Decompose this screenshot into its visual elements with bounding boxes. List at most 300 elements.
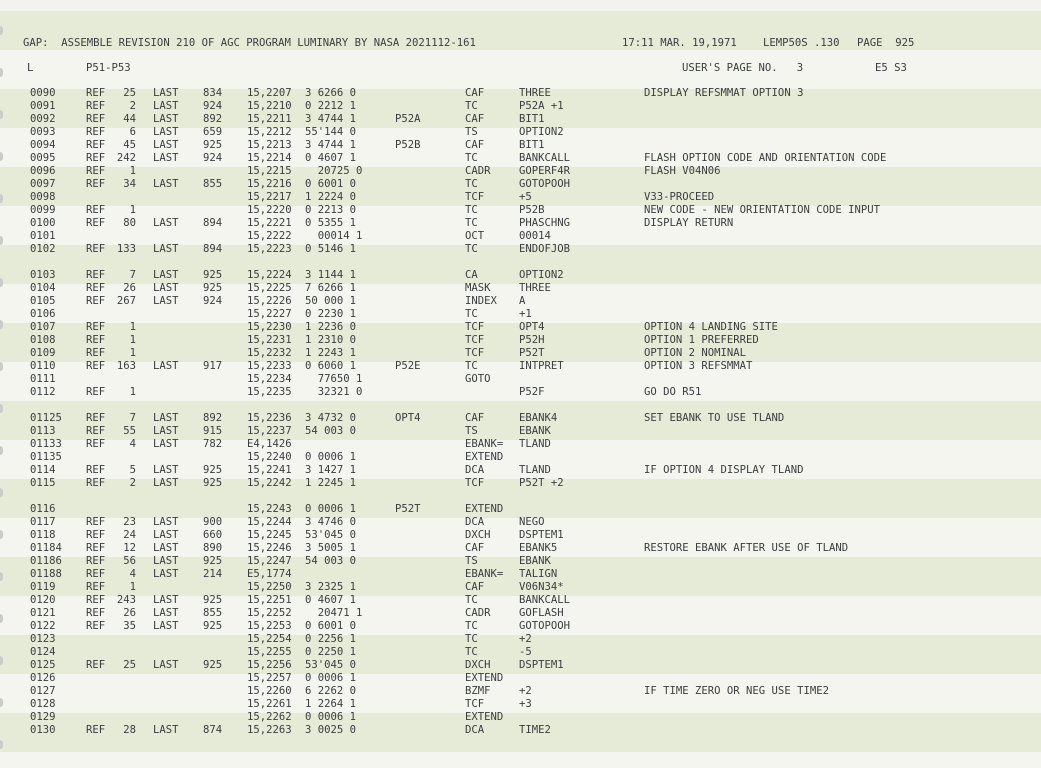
operand: -5 (519, 646, 532, 658)
last-page: 925 (203, 594, 223, 606)
users-page-number: USER'S PAGE NO. 3 (682, 62, 804, 74)
ref-marker: REF (86, 282, 106, 294)
comment: FLASH OPTION CODE AND ORIENTATION CODE (644, 152, 887, 164)
line-number: 0106 (30, 308, 56, 320)
object-code: 3 5005 1 (305, 542, 357, 554)
listing-row (0, 139, 1041, 152)
operand: GOPERF4R (519, 165, 571, 177)
address: 15,2207 (247, 87, 292, 99)
line-number: 0094 (30, 139, 56, 151)
last-marker: LAST (153, 438, 179, 450)
operand: BANKCALL (519, 594, 571, 606)
ref-marker: REF (86, 516, 106, 528)
line-number: 0113 (30, 425, 56, 437)
line-number: 0104 (30, 282, 56, 294)
ref-count: 35 (123, 620, 136, 632)
object-code: 1 2224 0 (305, 191, 357, 203)
address: 15,2241 (247, 464, 292, 476)
object-code: 53'045 0 (305, 659, 357, 671)
listing-row (0, 711, 1041, 724)
object-code: 3 4746 0 (305, 516, 357, 528)
address: 15,2236 (247, 412, 292, 424)
ref-count: 80 (123, 217, 136, 229)
line-number: 0115 (30, 477, 56, 489)
object-code: 1 2236 0 (305, 321, 357, 333)
line-number: 01184 (30, 542, 62, 554)
address: 15,2254 (247, 633, 292, 645)
address: 15,2232 (247, 347, 292, 359)
operand: TIME2 (519, 724, 551, 736)
ref-count: 45 (123, 139, 136, 151)
opcode: CAF (465, 87, 485, 99)
last-page: 659 (203, 126, 223, 138)
object-code: 0 0006 1 (305, 672, 357, 684)
opcode: TC (465, 360, 478, 372)
address: 15,2211 (247, 113, 292, 125)
page-number: PAGE 925 (857, 37, 915, 49)
operand: BANKCALL (519, 152, 571, 164)
object-code: 6 2262 0 (305, 685, 357, 697)
listing-row (0, 555, 1041, 568)
opcode: INDEX (465, 295, 497, 307)
last-marker: LAST (153, 87, 179, 99)
ref-marker: REF (86, 243, 106, 255)
opcode: TC (465, 204, 478, 216)
address: 15,2255 (247, 646, 292, 658)
comment: OPTION 3 REFSMMAT (644, 360, 753, 372)
address: 15,2222 (247, 230, 292, 242)
line-number: 01188 (30, 568, 62, 580)
opcode: TC (465, 594, 478, 606)
operand: V06N34* (519, 581, 564, 593)
line-number: 0126 (30, 672, 56, 684)
address: 15,2243 (247, 503, 292, 515)
ref-marker: REF (86, 425, 106, 437)
listing-row (0, 568, 1041, 581)
lemp-code: LEMP50S .130 (763, 37, 840, 49)
operand: BIT1 (519, 113, 545, 125)
opcode: DCA (465, 464, 485, 476)
operand: OPT4 (519, 321, 545, 333)
operand: DSPTEM1 (519, 659, 564, 671)
line-number: 0107 (30, 321, 56, 333)
line-number: 01186 (30, 555, 62, 567)
last-page: 214 (203, 568, 223, 580)
address: 15,2213 (247, 139, 292, 151)
last-marker: LAST (153, 412, 179, 424)
ref-marker: REF (86, 178, 106, 190)
operand: P52H (519, 334, 545, 346)
address: 15,2240 (247, 451, 292, 463)
opcode: TC (465, 308, 478, 320)
ref-marker: REF (86, 217, 106, 229)
address: 15,2260 (247, 685, 292, 697)
ref-marker: REF (86, 620, 106, 632)
paper-top-edge (0, 0, 1041, 11)
line-number: 0128 (30, 698, 56, 710)
listing-row (0, 230, 1041, 243)
symbol-label: P52T (395, 503, 421, 515)
line-number: 0101 (30, 230, 56, 242)
last-marker: LAST (153, 282, 179, 294)
ref-marker: REF (86, 139, 106, 151)
last-marker: LAST (153, 529, 179, 541)
opcode: TC (465, 633, 478, 645)
ref-count: 1 (129, 386, 136, 398)
timestamp: 17:11 MAR. 19,1971 (622, 37, 737, 49)
comment: NEW CODE - NEW ORIENTATION CODE INPUT (644, 204, 880, 216)
ref-count: 242 (116, 152, 136, 164)
comment: OPTION 2 NOMINAL (644, 347, 747, 359)
last-marker: LAST (153, 724, 179, 736)
address: 15,2221 (247, 217, 292, 229)
ref-marker: REF (86, 100, 106, 112)
address: 15,2250 (247, 581, 292, 593)
listing-row (0, 204, 1041, 217)
line-number: 0116 (30, 503, 56, 515)
object-code: 0 6001 0 (305, 178, 357, 190)
line-number: 0125 (30, 659, 56, 671)
address: E5,1774 (247, 568, 292, 580)
line-number: 01135 (30, 451, 62, 463)
line-number: 0118 (30, 529, 56, 541)
comment: GO DO R51 (644, 386, 702, 398)
object-code: 00014 1 (305, 230, 363, 242)
object-code: 0 2230 1 (305, 308, 357, 320)
opcode: DXCH (465, 529, 491, 541)
last-marker: LAST (153, 269, 179, 281)
address: E4,1426 (247, 438, 292, 450)
ref-marker: REF (86, 555, 106, 567)
address: 15,2237 (247, 425, 292, 437)
ref-count: 44 (123, 113, 136, 125)
object-code: 3 0025 0 (305, 724, 357, 736)
last-marker: LAST (153, 607, 179, 619)
last-page: 892 (203, 412, 223, 424)
last-page: 925 (203, 282, 223, 294)
ref-count: 34 (123, 178, 136, 190)
last-marker: LAST (153, 659, 179, 671)
ref-marker: REF (86, 204, 106, 216)
line-number: 0119 (30, 581, 56, 593)
operand: GOTOPOOH (519, 178, 571, 190)
symbol-label: P52A (395, 113, 421, 125)
line-number: 0120 (30, 594, 56, 606)
operand: EBANK4 (519, 412, 558, 424)
ref-marker: REF (86, 334, 106, 346)
comment: SET EBANK TO USE TLAND (644, 412, 785, 424)
listing-row (0, 334, 1041, 347)
last-page: 782 (203, 438, 223, 450)
opcode: EXTEND (465, 503, 504, 515)
line-number: 0129 (30, 711, 56, 723)
ref-count: 56 (123, 555, 136, 567)
comment: IF OPTION 4 DISPLAY TLAND (644, 464, 804, 476)
opcode: CAF (465, 412, 485, 424)
ref-marker: REF (86, 295, 106, 307)
object-code: 55'144 0 (305, 126, 357, 138)
opcode: MASK (465, 282, 491, 294)
last-page: 660 (203, 529, 223, 541)
opcode: TC (465, 152, 478, 164)
opcode: TCF (465, 477, 485, 489)
opcode: EXTEND (465, 711, 504, 723)
last-page: 892 (203, 113, 223, 125)
object-code: 0 6060 1 (305, 360, 357, 372)
address: 15,2215 (247, 165, 292, 177)
last-marker: LAST (153, 594, 179, 606)
address: 15,2234 (247, 373, 292, 385)
listing-row (0, 581, 1041, 594)
operand: P52B (519, 204, 545, 216)
line-number: 01133 (30, 438, 62, 450)
operand: GOFLASH (519, 607, 564, 619)
address: 15,2262 (247, 711, 292, 723)
listing-row (0, 347, 1041, 360)
operand: P52F (519, 386, 545, 398)
listing-row (0, 360, 1041, 373)
ref-marker: REF (86, 438, 106, 450)
last-page: 924 (203, 295, 223, 307)
line-number: 0112 (30, 386, 56, 398)
line-number: 0092 (30, 113, 56, 125)
line-number: 0127 (30, 685, 56, 697)
address: 15,2233 (247, 360, 292, 372)
object-code: 0 5355 1 (305, 217, 357, 229)
ref-count: 1 (129, 334, 136, 346)
address: 15,2216 (247, 178, 292, 190)
line-number: 0090 (30, 87, 56, 99)
address: 15,2244 (247, 516, 292, 528)
object-code: 0 4607 1 (305, 152, 357, 164)
opcode: TS (465, 555, 478, 567)
ref-count: 23 (123, 516, 136, 528)
ref-count: 12 (123, 542, 136, 554)
listing-row (0, 425, 1041, 438)
listing-row (0, 542, 1041, 555)
opcode: CAF (465, 581, 485, 593)
ref-count: 28 (123, 724, 136, 736)
last-marker: LAST (153, 477, 179, 489)
ref-marker: REF (86, 152, 106, 164)
opcode: OCT (465, 230, 485, 242)
operand: OPTION2 (519, 126, 564, 138)
operand: +5 (519, 191, 532, 203)
object-code: 3 4732 0 (305, 412, 357, 424)
operand: +2 (519, 633, 532, 645)
address: 15,2225 (247, 282, 292, 294)
object-code: 7 6266 1 (305, 282, 357, 294)
opcode: EXTEND (465, 451, 504, 463)
ref-count: 1 (129, 321, 136, 333)
object-code: 3 1427 1 (305, 464, 357, 476)
last-page: 894 (203, 243, 223, 255)
listing-row (0, 308, 1041, 321)
listing-subheader (0, 62, 1041, 75)
operand: PHASCHNG (519, 217, 571, 229)
ref-marker: REF (86, 659, 106, 671)
listing-row (0, 529, 1041, 542)
address: 15,2230 (247, 321, 292, 333)
line-number: 0098 (30, 191, 56, 203)
object-code: 0 2250 1 (305, 646, 357, 658)
operand: P52T +2 (519, 477, 564, 489)
address: 15,2231 (247, 334, 292, 346)
operand: EBANK (519, 555, 551, 567)
opcode: EBANK= (465, 568, 504, 580)
opcode: CADR (465, 165, 491, 177)
last-page: 890 (203, 542, 223, 554)
last-marker: LAST (153, 113, 179, 125)
last-page: 925 (203, 464, 223, 476)
operand: TALIGN (519, 568, 558, 580)
last-marker: LAST (153, 295, 179, 307)
ref-count: 2 (129, 477, 136, 489)
object-code: 77650 1 (305, 373, 363, 385)
ref-marker: REF (86, 321, 106, 333)
last-page: 924 (203, 100, 223, 112)
ref-count: 55 (123, 425, 136, 437)
listing-row (0, 646, 1041, 659)
opcode: TC (465, 646, 478, 658)
operand: DSPTEM1 (519, 529, 564, 541)
operand: P52A +1 (519, 100, 564, 112)
listing-row (0, 672, 1041, 685)
listing-row (0, 295, 1041, 308)
opcode: TCF (465, 347, 485, 359)
ref-marker: REF (86, 87, 106, 99)
listing-row (0, 152, 1041, 165)
listing-row (0, 594, 1041, 607)
object-code: 0 2256 1 (305, 633, 357, 645)
opcode: DXCH (465, 659, 491, 671)
opcode: CAF (465, 542, 485, 554)
operand: +3 (519, 698, 532, 710)
comment: V33-PROCEED (644, 191, 715, 203)
last-page: 925 (203, 555, 223, 567)
listing-row (0, 373, 1041, 386)
line-number: 0091 (30, 100, 56, 112)
ref-marker: REF (86, 165, 106, 177)
ref-marker: REF (86, 269, 106, 281)
operand: INTPRET (519, 360, 564, 372)
listing-row (0, 477, 1041, 490)
comment: FLASH V04N06 (644, 165, 721, 177)
object-code: 3 2325 1 (305, 581, 357, 593)
page-mark: L (27, 62, 34, 74)
line-number: 0114 (30, 464, 56, 476)
object-code: 3 6266 0 (305, 87, 357, 99)
ref-count: 133 (116, 243, 136, 255)
ref-count: 4 (129, 568, 136, 580)
comment: DISPLAY REFSMMAT OPTION 3 (644, 87, 804, 99)
listing-row (0, 724, 1041, 737)
last-marker: LAST (153, 464, 179, 476)
object-code: 0 0006 1 (305, 503, 357, 515)
opcode: TC (465, 100, 478, 112)
operand: 00014 (519, 230, 551, 242)
opcode: TS (465, 126, 478, 138)
last-page: 874 (203, 724, 223, 736)
line-number: 0121 (30, 607, 56, 619)
last-page: 925 (203, 620, 223, 632)
operand: NEGO (519, 516, 545, 528)
object-code: 1 2243 1 (305, 347, 357, 359)
ref-marker: REF (86, 529, 106, 541)
comment: RESTORE EBANK AFTER USE OF TLAND (644, 542, 849, 554)
object-code: 1 2264 1 (305, 698, 357, 710)
opcode: CAF (465, 113, 485, 125)
listing-row (0, 607, 1041, 620)
last-page: 925 (203, 659, 223, 671)
symbol-label: P52E (395, 360, 421, 372)
operand: GOTOPOOH (519, 620, 571, 632)
last-page: 917 (203, 360, 223, 372)
ref-marker: REF (86, 347, 106, 359)
line-number: 0124 (30, 646, 56, 658)
ref-count: 163 (116, 360, 136, 372)
address: 15,2235 (247, 386, 292, 398)
ref-marker: REF (86, 477, 106, 489)
ref-count: 7 (129, 269, 136, 281)
line-number: 0109 (30, 347, 56, 359)
listing-row (0, 217, 1041, 230)
object-code: 50 000 1 (305, 295, 357, 307)
opcode: TC (465, 620, 478, 632)
ref-count: 26 (123, 282, 136, 294)
line-number: 0097 (30, 178, 56, 190)
listing-row (0, 451, 1041, 464)
listing-row (0, 321, 1041, 334)
comment: OPTION 1 PREFERRED (644, 334, 759, 346)
last-marker: LAST (153, 139, 179, 151)
ref-count: 243 (116, 594, 136, 606)
line-number: 0095 (30, 152, 56, 164)
object-code: 53'045 0 (305, 529, 357, 541)
object-code: 0 6001 0 (305, 620, 357, 632)
listing-row (0, 87, 1041, 100)
last-page: 925 (203, 139, 223, 151)
address: 15,2246 (247, 542, 292, 554)
opcode: TCF (465, 698, 485, 710)
ref-count: 267 (116, 295, 136, 307)
object-code: 0 0006 1 (305, 711, 357, 723)
operand: +1 (519, 308, 532, 320)
object-code: 54 003 0 (305, 555, 357, 567)
listing-row (0, 633, 1041, 646)
address: 15,2220 (247, 204, 292, 216)
last-page: 925 (203, 477, 223, 489)
object-code: 3 1144 1 (305, 269, 357, 281)
last-marker: LAST (153, 620, 179, 632)
address: 15,2217 (247, 191, 292, 203)
ref-count: 5 (129, 464, 136, 476)
address: 15,2245 (247, 529, 292, 541)
object-code: 3 4744 1 (305, 113, 357, 125)
opcode: TCF (465, 334, 485, 346)
comment: DISPLAY RETURN (644, 217, 734, 229)
opcode: TC (465, 217, 478, 229)
opcode: DCA (465, 516, 485, 528)
listing-row (0, 191, 1041, 204)
listing-row (0, 698, 1041, 711)
last-marker: LAST (153, 100, 179, 112)
line-number: 0130 (30, 724, 56, 736)
object-code: 3 4744 1 (305, 139, 357, 151)
listing-row (0, 100, 1041, 113)
ref-count: 24 (123, 529, 136, 541)
last-page: 924 (203, 152, 223, 164)
